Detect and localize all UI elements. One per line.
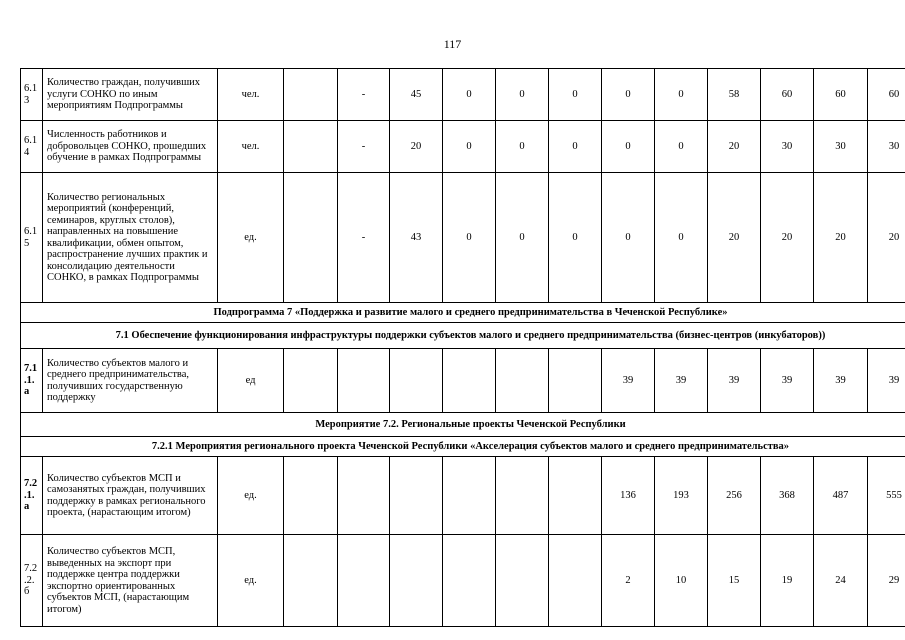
indicators-table [20,68,905,627]
indicator-name: Количество субъектов МСП и самозанятых граждан, получивших поддержку в рамках регионального проекта, (нарастающим итогом) [43,457,218,535]
row-number: 6.1 3 [21,69,43,121]
value-cell: 10 [655,535,708,627]
value-cell: 60 [761,69,814,121]
value-cell: 24 [814,535,868,627]
value-cell: 368 [761,457,814,535]
row-number: 7.1 .1. а [21,349,43,413]
value-cell: 30 [814,121,868,173]
value-cell: 29 [868,535,905,627]
unit: ед [218,349,284,413]
value-cell: 0 [655,173,708,303]
value-cell: 20 [761,173,814,303]
value-cell: 0 [655,121,708,173]
value-cell [390,457,443,535]
indicator-name: Количество региональных мероприятий (конференций, семинаров, круглых столов), направленных на повышение квалификации, обмен опытом, распространение лучших практик и консолидацию деятельности СОНКО, в рамках Подпрограммы [43,173,218,303]
value-cell: 39 [868,349,905,413]
value-cell: 39 [761,349,814,413]
value-cell: 60 [868,69,905,121]
section-header-row [21,413,905,437]
value-cell: 0 [443,173,496,303]
value-cell: 58 [708,69,761,121]
value-cell [496,535,549,627]
value-cell [496,457,549,535]
indicator-name: Количество граждан, получивших услуги СОНКО по иным мероприятиям Подпрограммы [43,69,218,121]
value-cell [284,457,338,535]
table-row [21,121,905,173]
value-cell: 136 [602,457,655,535]
value-cell: 60 [814,69,868,121]
value-cell [390,535,443,627]
row-number: 7.2 .1. а [21,457,43,535]
value-cell: 43 [390,173,443,303]
section-header-row [21,437,905,457]
unit: чел. [218,69,284,121]
value-cell: 555 [868,457,905,535]
unit: ед. [218,173,284,303]
indicator-name: Количество субъектов малого и среднего предпринимательства, получивших государственную поддержку [43,349,218,413]
value-cell: 20 [868,173,905,303]
value-cell: 39 [814,349,868,413]
value-cell: 0 [602,69,655,121]
table-row [21,457,905,535]
value-cell: 0 [443,121,496,173]
section-header: Подпрограмма 7 «Поддержка и развитие малого и среднего предпринимательства в Чеченской Республике» [21,303,905,323]
indicator-name: Количество субъектов МСП, выведенных на экспорт при поддержке центра поддержки экспортно ориентированных субъектов МСП, (нарастающим итогом) [43,535,218,627]
value-cell: - [338,173,390,303]
value-cell: 0 [655,69,708,121]
table-row [21,349,905,413]
value-cell [549,457,602,535]
unit: ед. [218,457,284,535]
unit: ед. [218,535,284,627]
value-cell: 256 [708,457,761,535]
value-cell: 30 [868,121,905,173]
value-cell [284,121,338,173]
value-cell [284,349,338,413]
value-cell: 19 [761,535,814,627]
value-cell [338,535,390,627]
row-number: 6.1 4 [21,121,43,173]
value-cell: 2 [602,535,655,627]
value-cell: 0 [496,121,549,173]
value-cell [549,349,602,413]
indicator-name: Численность работников и добровольцев СОНКО, прошедших обучение в рамках Подпрограммы [43,121,218,173]
value-cell [443,535,496,627]
value-cell: 20 [390,121,443,173]
value-cell [443,349,496,413]
table-row [21,535,905,627]
value-cell [443,457,496,535]
value-cell: 0 [549,121,602,173]
section-header: 7.2.1 Мероприятия регионального проекта Чеченской Республики «Акселерация субъектов малого и среднего предпринимательства» [21,437,905,457]
section-header: Мероприятие 7.2. Региональные проекты Чеченской Республики [21,413,905,437]
value-cell: 20 [708,173,761,303]
value-cell: 39 [602,349,655,413]
value-cell [549,535,602,627]
value-cell [338,457,390,535]
value-cell: 487 [814,457,868,535]
value-cell: 0 [496,173,549,303]
value-cell: - [338,69,390,121]
section-header-row [21,323,905,349]
table-row [21,173,905,303]
value-cell: 30 [761,121,814,173]
value-cell [284,69,338,121]
value-cell: 39 [708,349,761,413]
value-cell: 193 [655,457,708,535]
value-cell: - [338,121,390,173]
value-cell: 0 [602,173,655,303]
value-cell: 39 [655,349,708,413]
value-cell: 15 [708,535,761,627]
table-row [21,69,905,121]
value-cell: 45 [390,69,443,121]
row-number: 7.2 .2. б [21,535,43,627]
value-cell: 20 [814,173,868,303]
value-cell: 0 [496,69,549,121]
page-number: 117 [443,37,462,51]
value-cell: 0 [602,121,655,173]
unit: чел. [218,121,284,173]
section-header: 7.1 Обеспечение функционирования инфраструктуры поддержки субъектов малого и среднего предпринимательства (бизнес-центров (инкубаторов)) [21,323,905,349]
value-cell [284,173,338,303]
value-cell [284,535,338,627]
value-cell: 0 [549,69,602,121]
value-cell: 20 [708,121,761,173]
section-header-row [21,303,905,323]
value-cell: 0 [549,173,602,303]
value-cell: 0 [443,69,496,121]
value-cell [496,349,549,413]
value-cell [390,349,443,413]
row-number: 6.1 5 [21,173,43,303]
value-cell [338,349,390,413]
